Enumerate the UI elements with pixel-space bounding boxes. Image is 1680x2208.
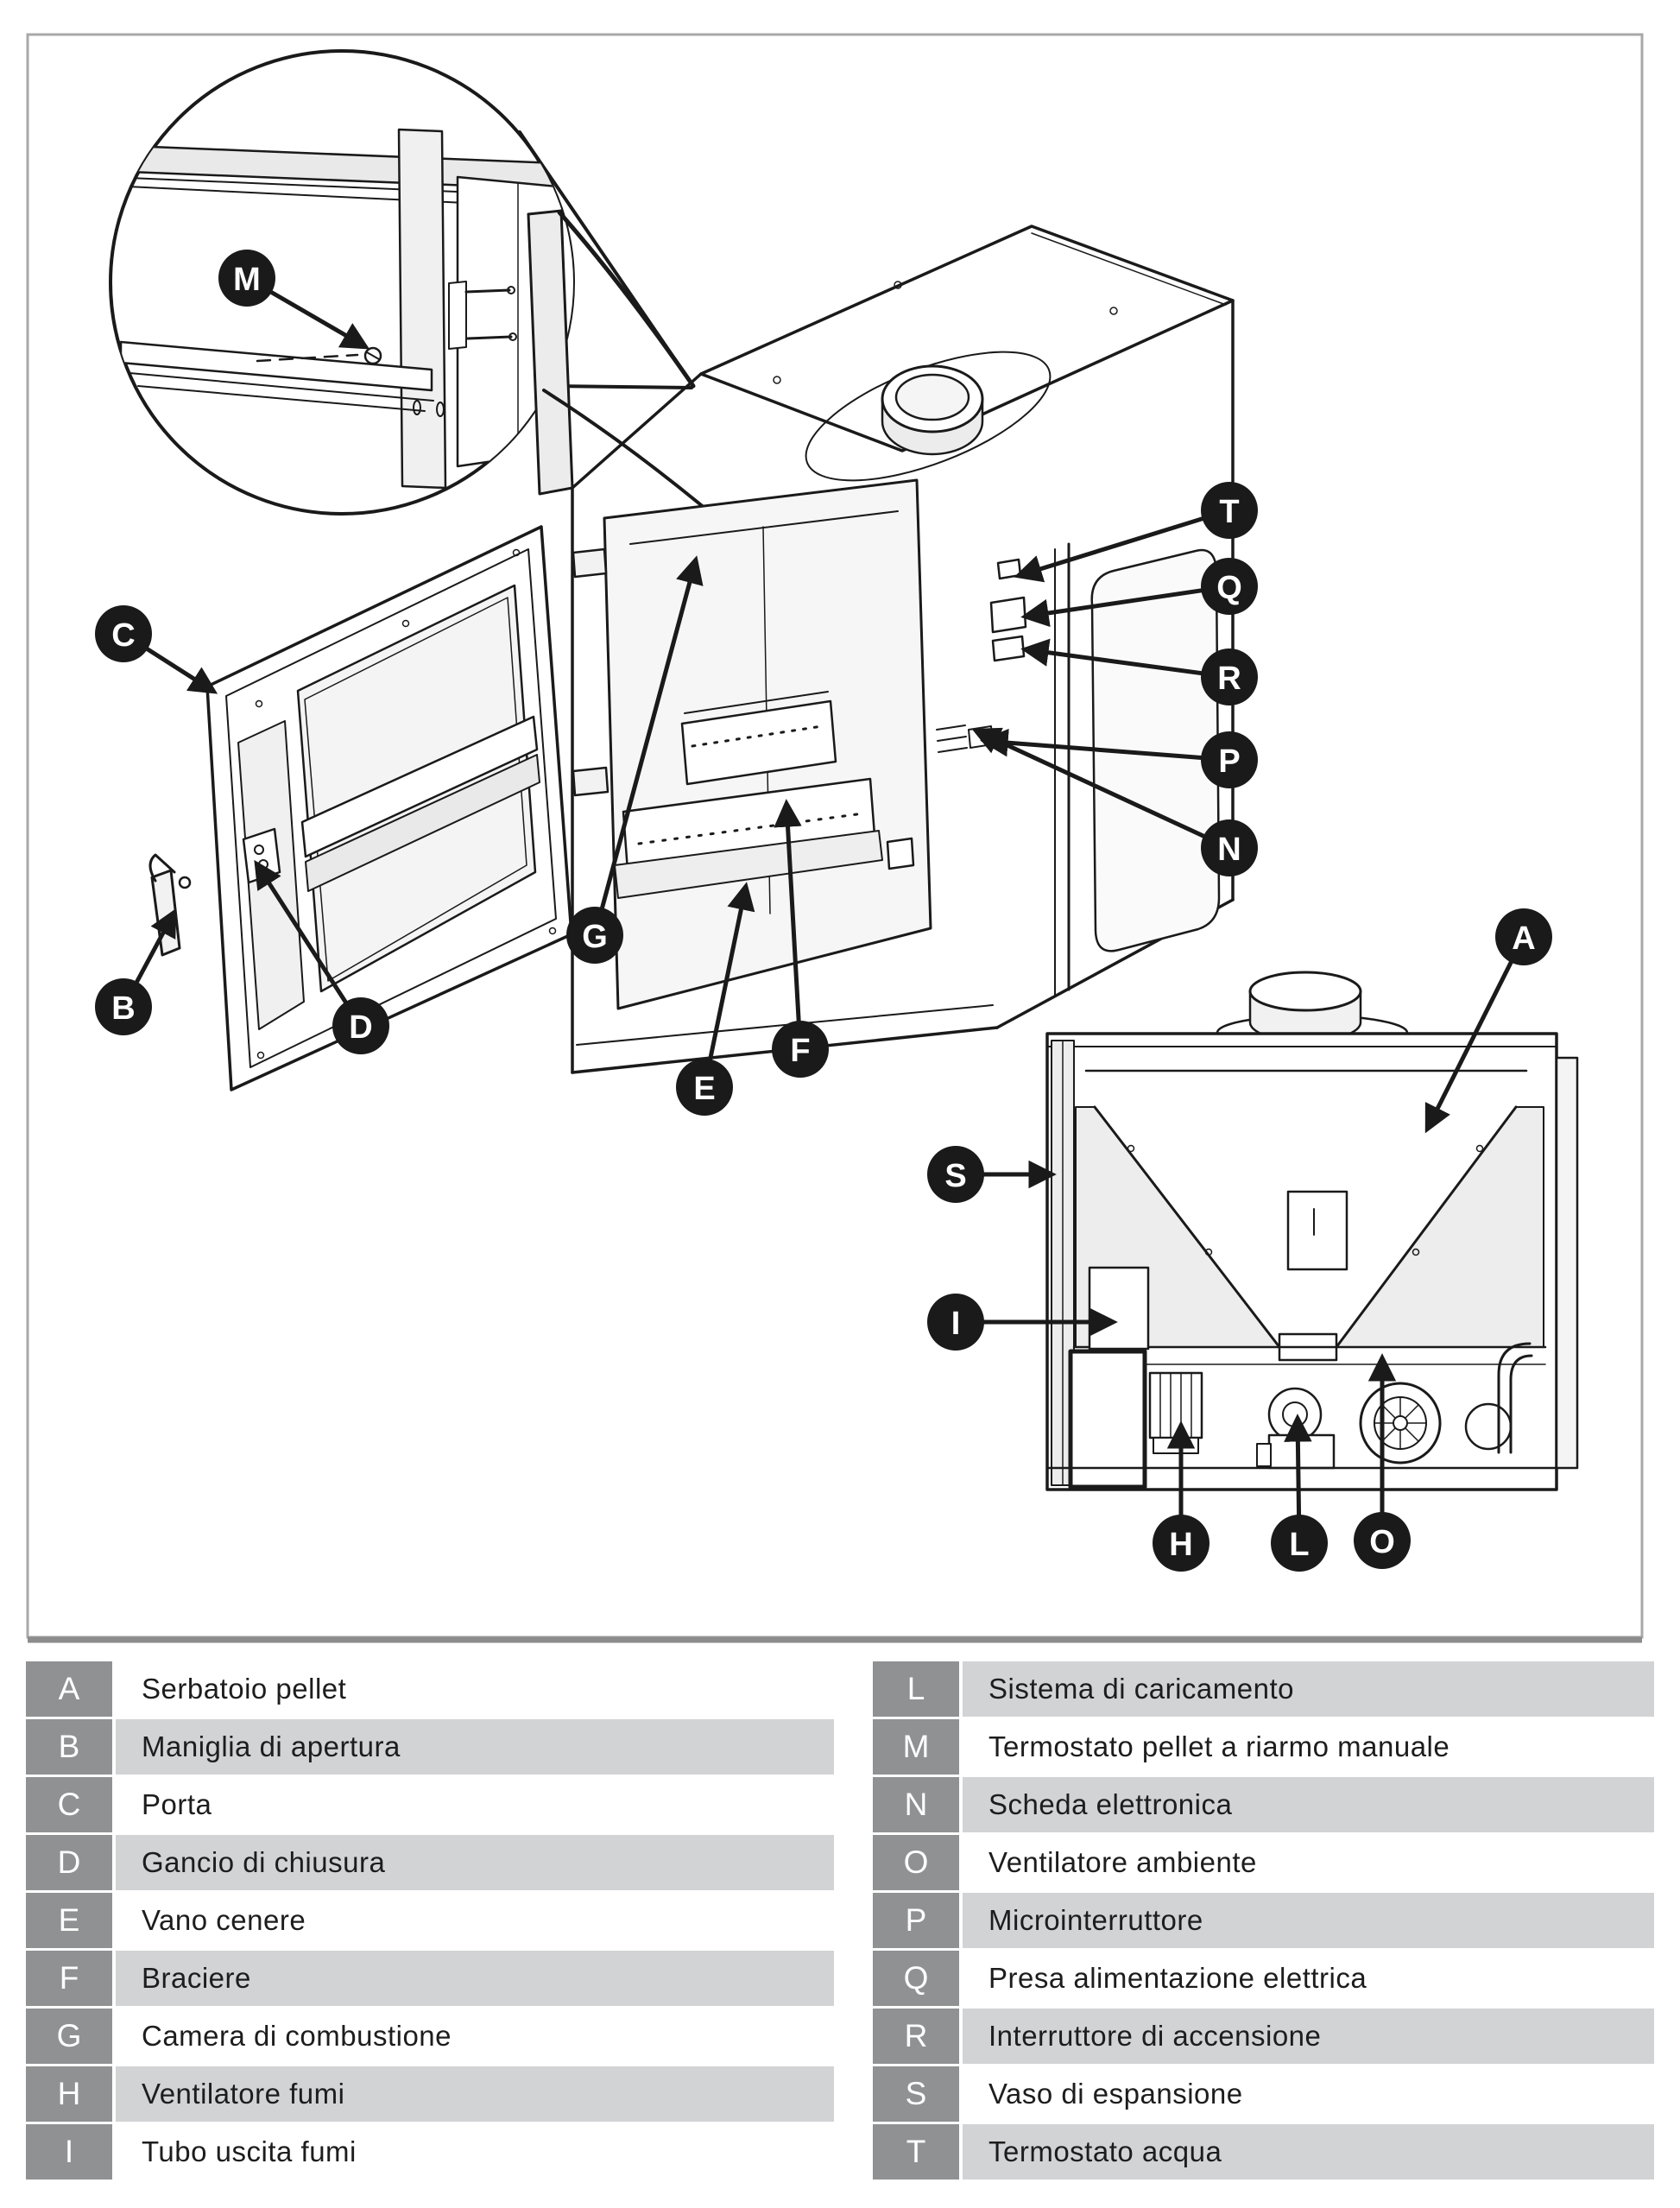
- callout-letter: P: [1218, 743, 1241, 780]
- legend-key: G: [26, 2009, 112, 2064]
- legend-row-F: [26, 1951, 834, 2006]
- legend-label: Tubo uscita fumi: [116, 2124, 834, 2180]
- legend-key: B: [26, 1719, 112, 1775]
- legend-row-E: [26, 1893, 834, 1948]
- legend-row-R: [873, 2009, 1654, 2064]
- legend-key: D: [26, 1835, 112, 1890]
- legend-label: Ventilatore ambiente: [963, 1835, 1654, 1890]
- detail-circle: [109, 51, 578, 514]
- legend-label: Camera di combustione: [116, 2009, 834, 2064]
- callout-letter: C: [111, 617, 136, 654]
- legend-table-left: [26, 1661, 834, 2180]
- legend-key: L: [873, 1661, 959, 1717]
- legend-label: Termostato acqua: [963, 2124, 1654, 2180]
- legend-row-P: [873, 1893, 1654, 1948]
- legend-key: I: [26, 2124, 112, 2180]
- legend-label: Vano cenere: [116, 1893, 834, 1948]
- legend-row-L: [873, 1661, 1654, 1717]
- legend-key: E: [26, 1893, 112, 1948]
- legend-row-A: [26, 1661, 834, 1717]
- legend-row-C: [26, 1777, 834, 1832]
- legend-key: Q: [873, 1951, 959, 2006]
- callout-letter: F: [790, 1033, 811, 1069]
- legend-label: Vaso di espansione: [963, 2066, 1654, 2122]
- legend-label: Presa alimentazione elettrica: [963, 1951, 1654, 2006]
- legend-key: O: [873, 1835, 959, 1890]
- legend-row-I: [26, 2124, 834, 2180]
- legend-label: Maniglia di apertura: [116, 1719, 834, 1775]
- legend-key: F: [26, 1951, 112, 2006]
- callout-letter: L: [1289, 1527, 1310, 1563]
- callout-letter: O: [1369, 1524, 1395, 1560]
- callout-letter: E: [693, 1071, 716, 1107]
- legend-table-right: [873, 1661, 1654, 2180]
- legend-row-T: [873, 2124, 1654, 2180]
- legend-key: T: [873, 2124, 959, 2180]
- callout-letter: A: [1512, 921, 1536, 957]
- legend-key: N: [873, 1777, 959, 1832]
- legend-key: H: [26, 2066, 112, 2122]
- legend-label: Ventilatore fumi: [116, 2066, 834, 2122]
- legend-key: R: [873, 2009, 959, 2064]
- legend-label: Porta: [116, 1777, 834, 1832]
- legend-row-D: [26, 1835, 834, 1890]
- stove-rear-view-drawing: [1047, 972, 1577, 1490]
- callout-letter: R: [1217, 661, 1241, 697]
- legend-row-O: [873, 1835, 1654, 1890]
- callout-letter: I: [951, 1306, 961, 1342]
- legend-label: Braciere: [116, 1951, 834, 2006]
- legend-label: Gancio di chiusura: [116, 1835, 834, 1890]
- legend-label: Sistema di caricamento: [963, 1661, 1654, 1717]
- legend-row-S: [873, 2066, 1654, 2122]
- legend-row-Q: [873, 1951, 1654, 2006]
- callout-letter: M: [233, 262, 261, 298]
- legend-row-B: [26, 1719, 834, 1775]
- callout-letter: S: [944, 1158, 967, 1194]
- callout-letter: G: [582, 919, 608, 955]
- legend-row-N: [873, 1777, 1654, 1832]
- callout-letter: N: [1217, 832, 1241, 868]
- legend-label: Interruttore di accensione: [963, 2009, 1654, 2064]
- callout-letter: Q: [1216, 570, 1242, 606]
- callout-letter: D: [349, 1009, 373, 1046]
- legend-key: M: [873, 1719, 959, 1775]
- legend-label: Termostato pellet a riarmo manuale: [963, 1719, 1654, 1775]
- legend-row-G: [26, 2009, 834, 2064]
- legend-key: C: [26, 1777, 112, 1832]
- legend-key: S: [873, 2066, 959, 2122]
- legend-key: P: [873, 1893, 959, 1948]
- legend-key: A: [26, 1661, 112, 1717]
- callout-letter: T: [1219, 494, 1240, 530]
- legend-label: Serbatoio pellet: [116, 1661, 834, 1717]
- legend-label: Scheda elettronica: [963, 1777, 1654, 1832]
- legend-label: Microinterruttore: [963, 1893, 1654, 1948]
- legend-row-H: [26, 2066, 834, 2122]
- callout-letter: B: [111, 990, 136, 1027]
- legend-row-M: [873, 1719, 1654, 1775]
- callout-letter: H: [1169, 1527, 1193, 1563]
